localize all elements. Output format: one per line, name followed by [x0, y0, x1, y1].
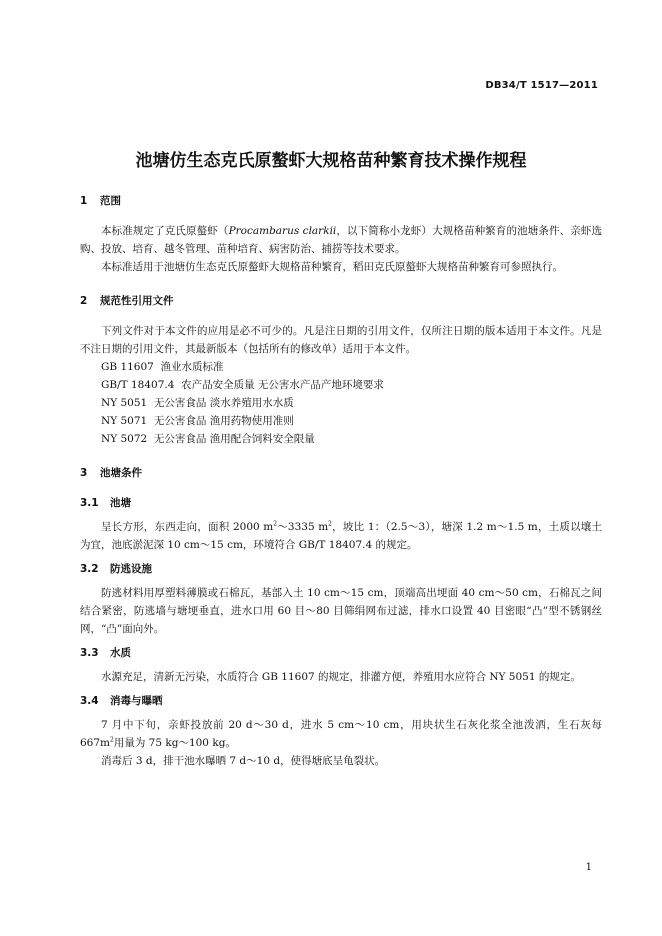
section-3-heading — [80, 464, 602, 482]
latin-name: Procambarus clarkii — [228, 225, 337, 237]
disinfection-paragraph-2: 消毒后 3 d，排干池水曝晒 7 d～10 d，使得塘底呈龟裂状。 — [101, 755, 386, 767]
subsection-number: 3.1 — [80, 497, 99, 509]
subsection-title: 防逃设施 — [110, 563, 152, 575]
subsection-number: 3.2 — [80, 563, 99, 575]
reference-item: NY 5071 无公害食品 渔用药物使用准则 — [101, 415, 294, 427]
section-title: 池塘条件 — [100, 467, 142, 479]
subsection-title: 消毒与曝晒 — [110, 695, 163, 707]
document-title: 池塘仿生态克氏原螯虾大规格苗种繁育技术操作规程 — [135, 151, 527, 171]
subsection-title: 池塘 — [110, 497, 131, 509]
subsection-3-1-heading — [80, 494, 602, 512]
subsection-number: 3.4 — [80, 695, 99, 707]
section-2-heading — [80, 292, 602, 310]
subsection-3-3-heading — [80, 644, 602, 662]
subsection-number: 3.3 — [80, 647, 99, 659]
subsection-title: 水质 — [110, 647, 131, 659]
pond-paragraph: 呈长方形，东西走向，面积 2000 $m^2\sim 3335$ $m^2$，坡比 1：（2.5～3），塘深 1.2 m～1.5 m，土质以壤土为宜，池底淤泥深 10 cm～15 cm，环境符合 GB/T 18407.4 的规定。 — [80, 520, 602, 551]
section-title: 范围 — [100, 195, 121, 207]
section-1-heading — [80, 192, 602, 210]
section-number: 1 — [80, 195, 88, 207]
scope-paragraph-2: 本标准适用于池塘仿生态克氏原螯虾大规格苗种繁育，稻田克氏原螯虾大规格苗种繁育可参照执行。 — [101, 261, 563, 273]
reference-item: GB 11607 渔业水质标准 — [101, 361, 224, 373]
scope-paragraph-1: 本标准规定了克氏原螯虾（Procambarus clarkii，以下简称小龙虾）大规格苗种繁育的池塘条件、亲虾选购、投放、培育、越冬管理、苗种培育、病害防治、捕捞等技术要求。 — [80, 225, 603, 255]
escape-prevention-paragraph: 防逃材料用厚塑料薄膜或石棉瓦，基部入土 10 cm～15 cm，顶端高出埂面 40 cm～50 cm，石棉瓦之间结合紧密，防逃墙与塘埂垂直，进水口用 60 目～80 目筛绢网布过滤，排水口设置 40 目密眼“凸”型不锈钢丝网，“凸”面向外。 — [80, 587, 602, 635]
reference-item: NY 5051 无公害食品 淡水养殖用水水质 — [101, 397, 294, 409]
subsection-3-4-heading — [80, 692, 602, 710]
section-number: 2 — [80, 295, 88, 307]
reference-item: GB/T 18407.4 农产品安全质量 无公害水产品产地环境要求 — [101, 379, 384, 391]
document-body — [80, 192, 602, 770]
water-quality-paragraph: 水源充足，清新无污染，水质符合 GB 11607 的规定，排灌方便，养殖用水应符合 NY 5051 的规定。 — [101, 671, 581, 683]
subsection-3-2-heading — [80, 560, 602, 578]
reference-item: NY 5072 无公害食品 渔用配合饲料安全限量 — [101, 433, 315, 445]
section-title: 规范性引用文件 — [100, 295, 174, 307]
standard-number: DB34/T 1517—2011 — [485, 80, 598, 91]
section-number: 3 — [80, 467, 88, 479]
disinfection-paragraph-1: 7 月中下旬，亲虾投放前 20 d～30 d，进水 5 cm～10 cm，用块状生石灰化浆全池泼洒，生石灰每 $667m^2$用量为 75 kg～100 kg。 — [80, 719, 602, 749]
references-intro: 下列文件对于本文件的应用是必不可少的。凡是注日期的引用文件，仅所注日期的版本适用于本文件。凡是不注日期的引用文件，其最新版本（包括所有的修改单）适用于本文件。 — [80, 325, 602, 355]
page-number: 1 — [585, 862, 592, 873]
